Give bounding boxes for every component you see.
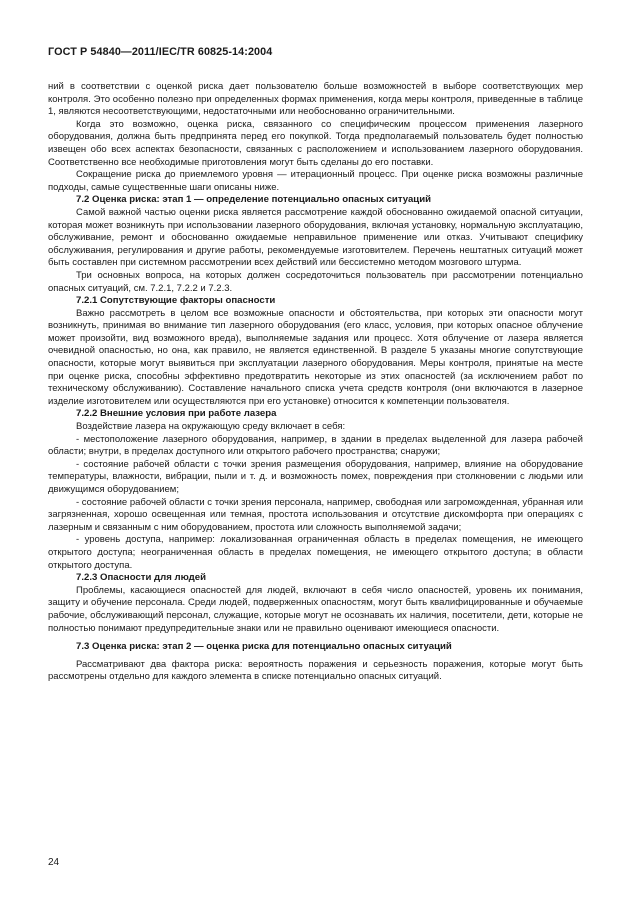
section-heading-7-2: 7.2 Оценка риска: этап 1 — определение потенциально опасных ситуаций: [76, 194, 431, 206]
list-item: - состояние рабочей области с точки зрения персонала, например, свободная или загроможденная, убранная или загрязненная, хорошо освещенная или темная, простота использования и отсутствие дискомфорта при операциях с лазерным и связанным с ним оборудованием, простота или сложность выполняемой задачи;: [48, 496, 583, 533]
paragraph: Сокращение риска до приемлемого уровня — итерационный процесс. При оценке риска возможны различные подходы, самые существенные шаги описаны ниже.: [48, 169, 583, 193]
section-heading-7-2-2: 7.2.2 Внешние условия при работе лазера: [76, 408, 277, 420]
section-heading-7-2-1: 7.2.1 Сопутствующие факторы опасности: [76, 295, 276, 307]
paragraph: Воздействие лазера на окружающую среду включает в себя:: [76, 421, 346, 433]
document-header: ГОСТ Р 54840—2011/IEC/TR 60825-14:2004: [48, 46, 273, 58]
paragraph: Самой важной частью оценки риска является рассмотрение каждой обоснованно ожидаемой опасной ситуации, которая может возникнуть при использовании лазерного оборудования, включая установку, нормальную эксплуатацию, обслуживание, ремонт и обоснованно ожидаемые неправильное применение или отказ. Учитывают специфику обслуживания, регулирования и другие работы, рекомендуемые изготовителем. Перечень нештатных ситуаций может быть составлен при системном рассмотрении всех действий или бессистемно методом мозгового штурма.: [48, 206, 583, 269]
section-heading-7-2-3: 7.2.3 Опасности для людей: [76, 572, 206, 584]
document-body: [48, 81, 583, 684]
page-number: 24: [48, 857, 60, 868]
paragraph: Рассматривают два фактора риска: вероятность поражения и серьезность поражения, которые могут быть рассмотрены отдельно для каждого элемента в списке потенциально опасных ситуаций.: [48, 658, 583, 683]
paragraph: Важно рассмотреть в целом все возможные опасности и обстоятельства, при которых эти опасности могут возникнуть, принимая во внимание тип лазерного оборудования (его класс, условия, при которых опасное облучение может произойти, вид возможного вреда), выполняемые задания или процесс. Хотя облучение от лазера является очевидной опасностью, но она, как правило, не является единственной. В разделе 5 указаны многие сопутствующие опасности, которые могут выявиться при эксплуатации лазерного оборудования. Меры контроля, принятые на месте при оценке риска, способны эффективно предотвратить некоторые из этих опасностей (за исключением работ по техническому обслуживанию). Составление начального списка учета средств контроля (они включаются в лазерное изделие изготовителем или осуществляются при его установке) относится к компетенции пользователя.: [48, 307, 583, 407]
section-heading-7-3: 7.3 Оценка риска: этап 2 — оценка риска для потенциально опасных ситуаций: [76, 641, 452, 653]
paragraph: ний в соответствии с оценкой риска дает пользователю больше возможностей в выборе соответствующих мер контроля. Это особенно полезно при определенных формах применения, когда меры контроля, приведенные в таблице 1, являются несоответствующими, недостаточными или необоснованно ограничительными.: [48, 81, 583, 118]
list-item: - состояние рабочей области с точки зрения размещения оборудования, например, влияние на оборудование температуры, влажности, вибрации, пыли и т. д. и возможность помех, повреждения при столкновении с людьми или движущимся оборудованием;: [48, 458, 583, 495]
list-item: - уровень доступа, например: локализованная ограниченная область в пределах помещения, не имеющего открытого доступа; неограниченная область в пределах помещения, не имеющего открытого доступа; в области открытого доступа.: [48, 534, 583, 571]
paragraph: Три основных вопроса, на которых должен сосредоточиться пользователь при рассмотрении потенциально опасных ситуаций, см. 7.2.1, 7.2.2 и 7.2.3.: [48, 269, 583, 294]
paragraph: Когда это возможно, оценка риска, связанного со специфическим процессом применения лазерного оборудования, должна быть предпринята перед его покупкой. Тогда предполагаемый пользователь будет полностью извещен обо всех аспектах безопасности, связанных с расположением и использованием лазерного оборудования. Соответственно все необходимые приготовления могут быть сделаны до его поставки.: [48, 118, 583, 168]
paragraph: Проблемы, касающиеся опасностей для людей, включают в себя число опасностей, уровень их понимания, защиту и обучение персонала. Среди людей, подверженных опасностям, могут быть квалифицированные и обучаемые рабочие, обслуживающий персонал, служащие, которые могут не осознавать их наличия, посетители, дети, которые не полностью понимают предупредительные знаки или не правильно оценивают имеющиеся опасности.: [48, 584, 583, 634]
list-item: - местоположение лазерного оборудования, например, в здании в пределах выделенной для лазера рабочей области; внутри, в пределах доступного или открытого рабочего пространства; снаружи;: [48, 433, 583, 458]
